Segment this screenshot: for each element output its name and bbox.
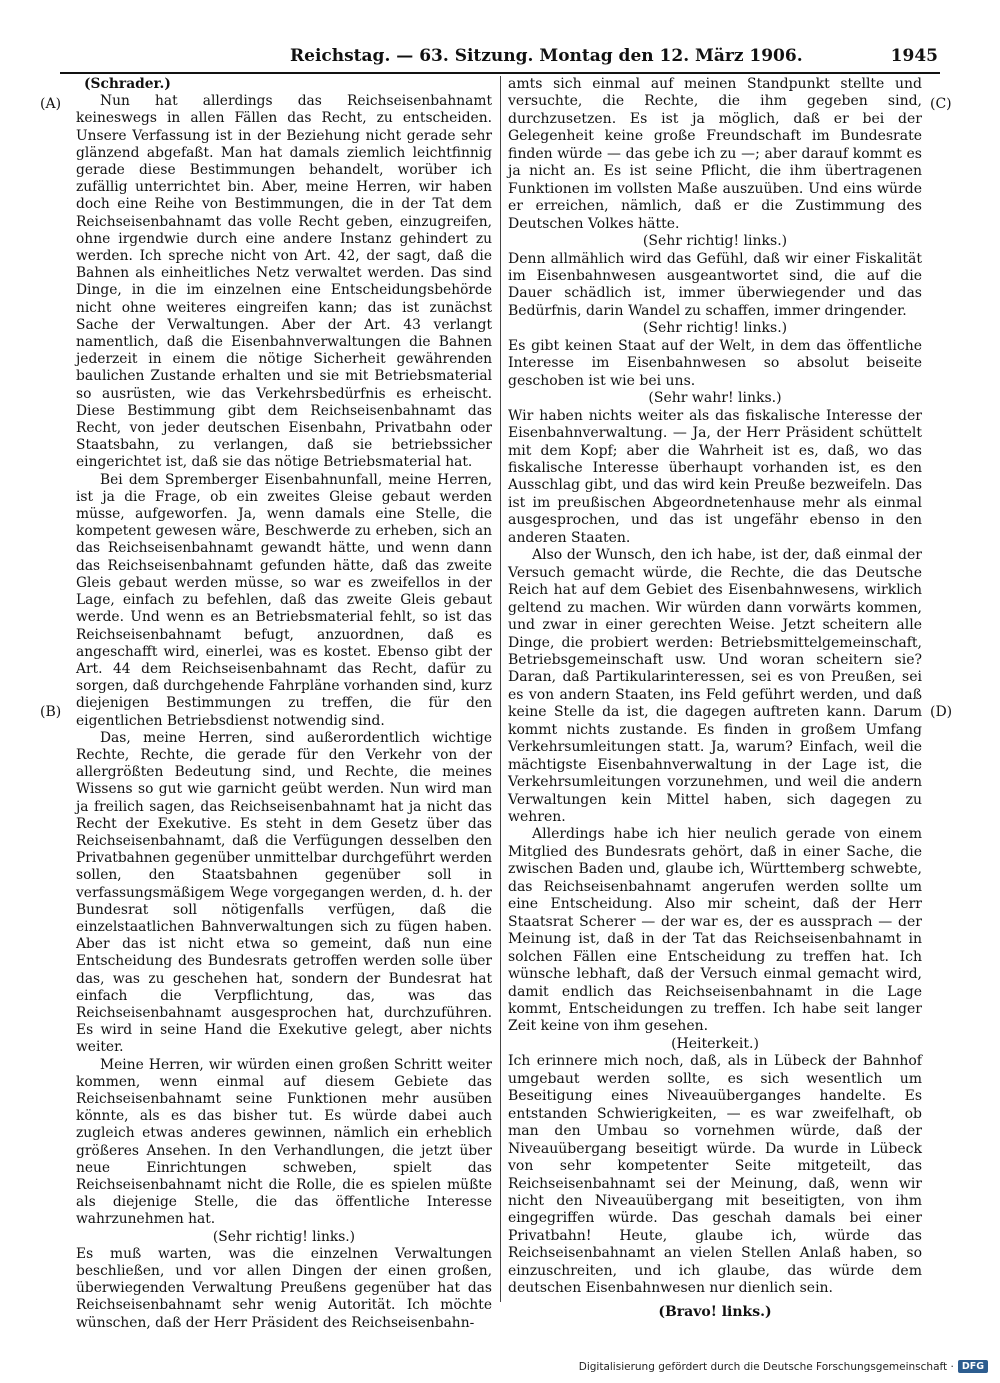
paragraph: Es gibt keinen Staat auf der Welt, in dem das öffentliche Interesse im Eisenbahnwesen so absolut beiseite geschoben ist wie bei uns. xyxy=(508,337,922,389)
running-title: Reichstag. — 63. Sitzung. Montag den 12. März 1906. xyxy=(290,46,803,66)
margin-marker-c: (C) xyxy=(930,96,952,112)
margin-marker-a: (A) xyxy=(40,96,62,112)
interjection: (Bravo! links.) xyxy=(658,1303,772,1320)
paragraph: Das, meine Herren, sind außerordentlich wichtige Rechte, Rechte, die gerade für den Verkehr von der allergrößten Bedeutung sind, und Rechte, die meines Wissens so gut wie garnicht geübt werden. Nun wird man ja freilich sagen, das Reichseisenbahnamt hat ja nicht das Recht der Exekutive. Es steht in dem Gesetz über das Reichseisenbahnamt, daß die Verfügungen desselben den Privatbahnen gegenüber unmittelbar durchgeführt werden sollen, den Staatsbahnen gegenüber soll in verfassungsmäßigem Wege vorgegangen werden, d. h. der Bundesrat soll nötigenfalls verfügen, daß die einzelstaatlichen Bahnverwaltungen sich zu fügen haben. Aber das ist nicht etwa so gemeint, daß nun eine Entscheidung des Bundesrats getroffen werden solle über das, was zu geschehen hat, sondern der Bundesrat hat einfach die Verpflichtung, das, was das Reichseisenbahnamt ausgesprochen hat, durchzuführen. Es wird in seine Hand die Exekutive gelegt, aber nichts weiter. xyxy=(76,729,492,1056)
paragraph: Denn allmählich wird das Gefühl, daß wir einer Fiskalität im Eisenbahnwesen ausgeantwortet sind, die auf die Dauer schädlich ist, immer überwiegender und das Bedürfnis, darin Wandel zu schaffen, immer dringender. xyxy=(508,250,922,319)
footer-text: Digitalisierung gefördert durch die Deutsche Forschungsgemeinschaft · xyxy=(578,1360,954,1373)
digitization-footer xyxy=(579,1360,988,1373)
paragraph: Ich erinnere mich noch, daß, als in Lübeck der Bahnhof umgebaut werden sollte, es sich wesentlich um Beseitigung eines Niveauüberganges handelte. Es entstanden Schwierigkeiten, — es war zweifelhaft, ob man den Umbau so vornehmen würde, daß der Niveauübergang beseitigt würde. Da wurde in Lübeck von sehr kompetenter Seite mitgeteilt, das Reichseisenbahnamt sei der Meinung, daß, wenn wir nicht den Niveauübergang mit beseitigten, von ihm eingegriffen würde. Das geschah damals bei einer Privatbahn! Heute, glaube ich, würde das Reichseisenbahnamt an vielen Stellen Anlaß haben, so einzuschreiten, und ich glaube, das würde dem deutschen Eisenbahnwesen nur dienlich sein. xyxy=(508,1053,922,1297)
column-divider xyxy=(500,76,501,1302)
page-number: 1945 xyxy=(890,46,938,66)
margin-marker-b: (B) xyxy=(40,704,62,720)
paragraph: Nun hat allerdings das Reichseisenbahnamt keineswegs in allen Fällen das Recht, zu entscheiden. Unsere Verfassung ist in der Beziehung nicht gerade sehr glänzend abgefaßt. Man hat damals ziemlich leichtfinnig gerade diese Bestimmungen behandelt, worüber ich zufällig unterrichtet bin. Aber, meine Herren, wir haben doch eine Reihe von Bestimmungen, die in der Tat dem Reichseisenbahnamt das volle Recht geben, einzugreifen, ohne irgendwie durch eine andere Instanz gehindert zu werden. Ich spreche nicht von Art. 42, der sagt, daß die Bahnen als einheitliches Netz verwaltet werden. Das sind Dinge, in die im einzelnen eine Entscheidungsbehörde nicht ohne weiteres eingreifen kann; das ist zunächst Sache der Verwaltungen. Aber der Art. 43 verlangt namentlich, daß die Eisenbahnverwaltungen die Bahnen jederzeit in einem die nötige Sicherheit gewährenden baulichen Zustande erhalten und sie mit Betriebsmaterial so ausrüsten, wie das Verkehrsbedürfnis es erheischt. Diese Bestimmung gibt dem Reichseisenbahnamt das Recht, von jeder deutschen Eisenbahn, Privatbahn oder Staatsbahn, zu verlangen, daß sie betriebssicher eingerichtet ist, daß sie das nötige Betriebsmaterial hat. xyxy=(76,93,492,471)
margin-marker-d: (D) xyxy=(930,704,953,720)
paragraph: amts sich einmal auf meinen Standpunkt stellte und versuchte, die Rechte, die ihm gegeben sind, durchzusetzen. Es ist ja möglich, daß er bei der Gelegenheit keine große Freundschaft im Bundesrate finden würde — das gebe ich zu —; aber darauf kommt es ja nicht an. Es ist seine Pflicht, die ihm übertragenen Funktionen im vollsten Maße auszuüben. Und eins würde er erreichen, nämlich, daß er die Zustimmung des Deutschen Volkes hätte. xyxy=(508,76,922,232)
interjection: (Sehr richtig! links.) xyxy=(642,233,788,250)
paragraph: Also der Wunsch, den ich habe, ist der, daß einmal der Versuch gemacht würde, die Rechte, die das Deutsche Reich hat auf dem Gebiet des Eisenbahnwesens, wirklich geltend zu machen. Wir würden dann vorwärts kommen, und zwar in einer gerechten Weise. Jetzt scheitern alle Dinge, die probiert werden: Betriebsmittelgemeinschaft, Betriebsgemeinschaft usw. Und woran scheitern sie? Daran, daß Partikularinteressen, sei es von Preußen, sei es von andern Staaten, ins Feld geführt werden, und daß keine Stelle da ist, die dagegen auftreten kann. Darum kommt nichts zustande. Es finden in großem Umfang Verkehrsumleitungen statt. Ja, warum? Einfach, weil die mächtigste Eisenbahnverwaltung in der Lage ist, die Verkehrsumleitungen vorzunehmen, und weil die andern Verwaltungen kein Mittel haben, sich dagegen zu wehren. xyxy=(508,547,922,826)
right-column xyxy=(508,76,922,1321)
dfg-logo-icon: DFG xyxy=(958,1360,988,1373)
paragraph: Es muß warten, was die einzelnen Verwaltungen beschließen, und vor allen Dingen der einen großen, überwiegenden Verwaltung Preußens gegenüber hat das Reichseisenbahnamt sehr wenig Autorität. Ich möchte wünschen, daß der Herr Präsident des Reichseisenbahn- xyxy=(76,1245,492,1331)
interjection: (Sehr wahr! links.) xyxy=(648,390,782,407)
interjection: (Heiterkeit.) xyxy=(671,1035,759,1052)
paragraph: Allerdings habe ich hier neulich gerade von einem Mitglied des Bundesrats gehört, daß in einer Sache, die zwischen Baden und, glaube ich, Württemberg schwebte, das Reichseisenbahnamt angerufen werden sollte um eine Entscheidung. Also mir scheint, daß der Herr Staatsrat Scherer — der war es, der es aussprach — der Meinung ist, daß in der Tat das Reichseisenbahnamt in solchen Fällen eine Entscheidung zu treffen hat. Ich wünsche lebhaft, daß der Versuch einmal gemacht wird, damit endlich das Reichseisenbahnamt in die Lage kommt, Entscheidungen zu treffen. Ich habe seit langer Zeit keine von ihm gesehen. xyxy=(508,826,922,1035)
header-rule xyxy=(60,72,940,74)
speaker-name: (Schrader.) xyxy=(84,76,171,92)
left-column xyxy=(76,76,492,1332)
interjection: (Sehr richtig! links.) xyxy=(642,320,788,337)
page-header xyxy=(60,46,940,72)
interjection: (Sehr richtig! links.) xyxy=(212,1228,356,1245)
paragraph: Bei dem Spremberger Eisenbahnunfall, meine Herren, ist ja die Frage, ob ein zweites Gleise gebaut werden müsse, aufgeworfen. Ja, wenn damals eine Stelle, die kompetent gewesen wäre, Beschwerde zu erheben, sich an das Reichseisenbahnamt gewandt hätte, und wenn dann das Reichseisenbahnamt gefunden hätte, daß das zweite Gleis gebaut werden müsse, so war es zweifellos in der Lage, einfach zu befehlen, daß das zweite Gleis gebaut werde. Und wenn es an Betriebsmaterial fehlt, so ist das Reichseisenbahnamt befugt, anzuordnen, daß es angeschafft wird, einerlei, was es kostet. Ebenso gibt der Art. 44 dem Reichseisenbahnamt das Recht, dafür zu sorgen, daß durchgehende Fahrpläne vorhanden sind, kurz diejenigen Bestimmungen zu treffen, die für den eigentlichen Betriebsdienst notwendig sind. xyxy=(76,471,492,729)
paragraph: Wir haben nichts weiter als das fiskalische Interesse der Eisenbahnverwaltung. — Ja, der Herr Präsident schüttelt mit dem Kopf; aber die Wahrheit ist es, daß, wo das fiskalische Interesse überhaupt vorhanden ist, es den Ausschlag gibt, und das wird kein Preuße bezweifeln. Das ist im preußischen Abgeordnetenhause mehr als einmal ausgesprochen, und das ist ungefähr ebenso in den anderen Staaten. xyxy=(508,407,922,546)
paragraph: Meine Herren, wir würden einen großen Schritt weiter kommen, wenn einmal auf diesem Gebiete das Reichseisenbahnamt seine Funktionen mehr ausüben könnte, als es das bisher tut. Es würde dabei auch zugleich etwas anderes gewinnen, nämlich ein erheblich größeres Ansehen. In den Verhandlungen, die jetzt über neue Einrichtungen schweben, spielt das Reichseisenbahnamt nicht die Rolle, die es spielen müßte als diejenige Stelle, die das öffentliche Interesse wahrzunehmen hat. xyxy=(76,1056,492,1228)
